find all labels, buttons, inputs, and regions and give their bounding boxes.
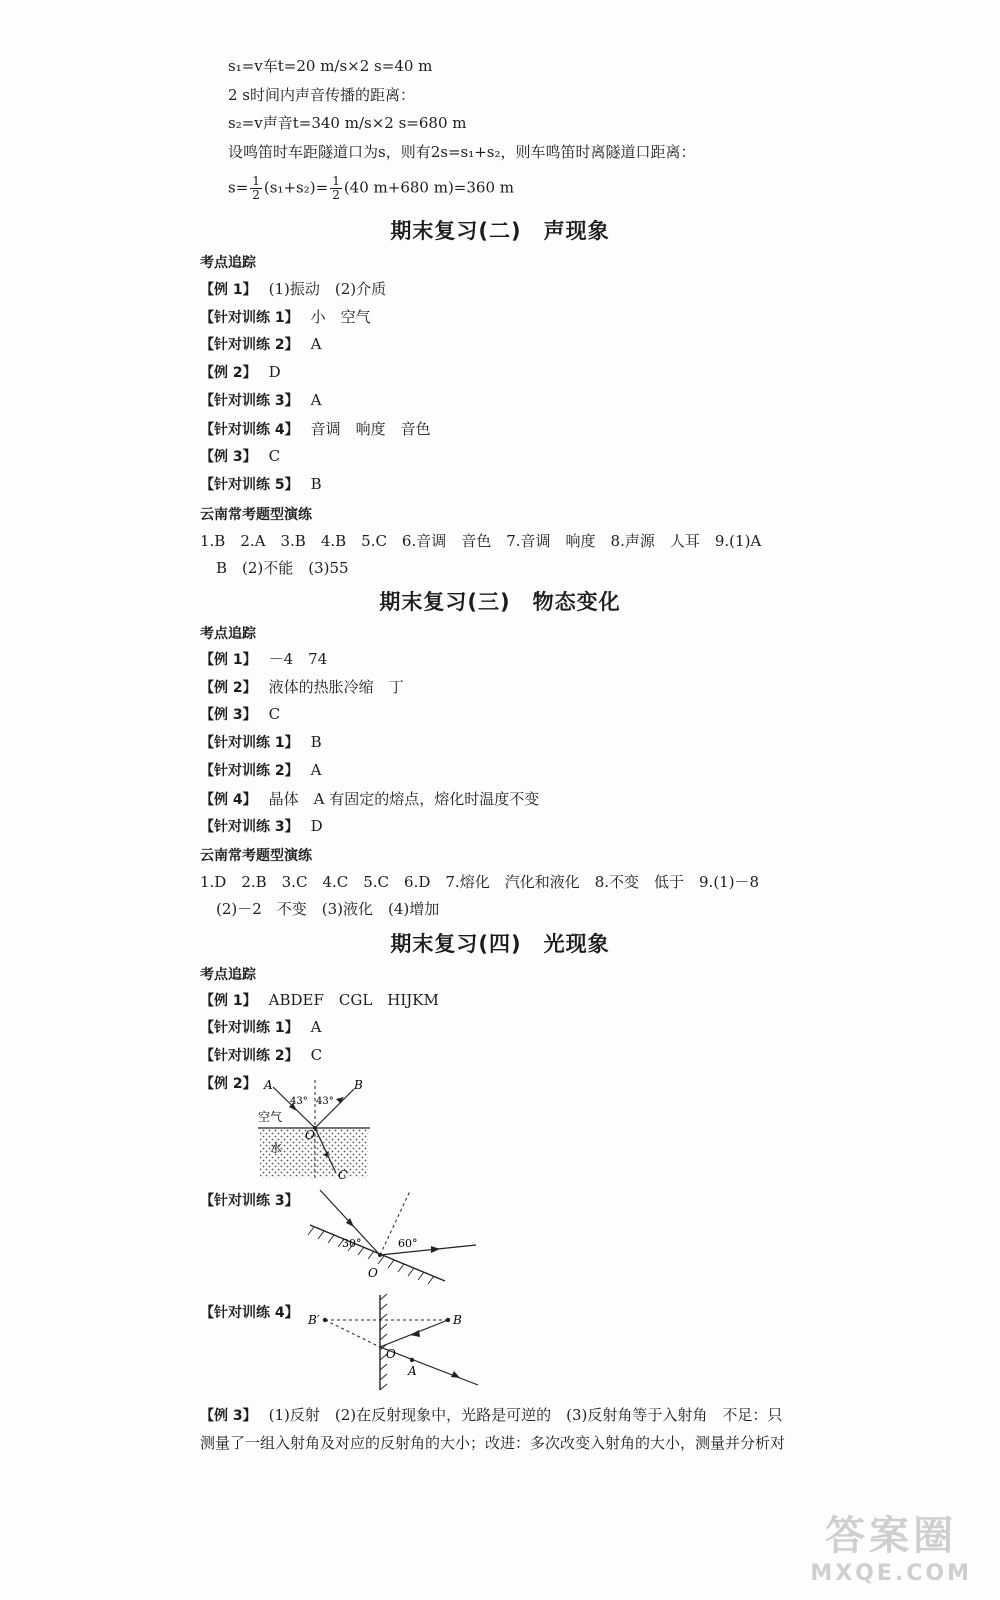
answer-row: 【针对训练 1】 B xyxy=(200,733,322,751)
label-air: 空气 xyxy=(258,1110,283,1124)
answer-row: 【例 2】 液体的热胀冷缩 丁 xyxy=(200,678,404,696)
label-b-prime: B′ xyxy=(308,1313,320,1327)
practice-answers-line-1: 1.D 2.B 3.C 4.C 5.C 6.D 7.熔化 汽化和液化 8.不变 低于 9.(1)－8 xyxy=(200,873,760,891)
answer-row: 【针对训练 5】 B xyxy=(200,475,322,493)
fraction-half: $\frac{1}{2}$ xyxy=(252,174,260,202)
point-o-dot xyxy=(378,1253,382,1257)
answer-row: 【针对训练 3】 D xyxy=(200,817,323,835)
solution-line-3: s₂=v声音t=340 m/s×2 s=680 m xyxy=(228,114,467,132)
answer-row: 【例 3】 (1)反射 (2)在反射现象中，光路是可逆的 (3)反射角等于入射角 不足：只 xyxy=(200,1406,783,1424)
section-title-3: 期末复习(三) 物态变化 xyxy=(379,590,621,614)
label-o: O xyxy=(386,1347,396,1361)
label-angle-1: 43° xyxy=(290,1096,308,1107)
refraction-diagram xyxy=(250,1075,380,1185)
reflected-ray xyxy=(315,1089,354,1128)
virtual-ray xyxy=(325,1320,380,1347)
practice-answers-line-1: 1.B 2.A 3.B 4.B 5.C 6.音调 音色 7.音调 响度 8.声源 人耳 9.(1)A xyxy=(200,532,762,550)
practice-answers-line-2: (2)－2 不变 (3)液化 (4)增加 xyxy=(216,900,440,918)
answer-row: 【针对训练 3】 A xyxy=(200,391,322,409)
arrowhead xyxy=(431,1246,440,1253)
answer-row: 【例 1】 ABDEF CGL HIJKM xyxy=(200,991,439,1009)
answer-row: 【例 4】 晶体 A 有固定的熔点，熔化时温度不变 xyxy=(200,790,540,808)
label-a: A xyxy=(264,1078,273,1092)
label-angle-30: 30° xyxy=(342,1237,362,1250)
label-angle-60: 60° xyxy=(398,1237,418,1250)
label-angle-2: 43° xyxy=(316,1096,334,1107)
kaodian-heading: 考点追踪 xyxy=(200,255,256,271)
section-title-2: 期末复习(二) 声现象 xyxy=(390,219,610,243)
arrowhead xyxy=(410,1330,420,1337)
formula-part: (40 m+680 m)=360 m xyxy=(343,178,514,197)
plane-mirror-image-diagram xyxy=(300,1290,490,1395)
answer-continuation: 测量了一组入射角及对应的反射角的大小；改进：多次改变入射角的大小，测量并分析对 xyxy=(200,1434,786,1452)
section-title-4: 期末复习(四) 光现象 xyxy=(390,932,610,956)
arrowhead xyxy=(451,1371,460,1378)
label-o: O xyxy=(368,1266,378,1280)
mirror-hatching xyxy=(380,1294,387,1390)
practice-heading: 云南常考题型演练 xyxy=(200,507,312,523)
label-o: O xyxy=(305,1128,315,1142)
reflected-ray xyxy=(380,1245,476,1255)
watermark-logo: 答案圈 MXQE.COM xyxy=(810,1513,972,1586)
answer-row: 【例 3】 C xyxy=(200,705,281,723)
solution-line-5 xyxy=(228,175,514,202)
answer-row: 【针对训练 2】 A xyxy=(200,335,322,353)
answer-row: 【针对训练 1】 A xyxy=(200,1018,322,1036)
answer-row: 【例 3】 C xyxy=(200,447,281,465)
answer-row: 【例 1】 －4 74 xyxy=(200,650,328,668)
answer-row: 【针对训练 3】 xyxy=(200,1193,299,1209)
solution-line-4: 设鸣笛时车距隧道口为s，则有2s=s₁+s₂，则车鸣笛时离隧道口距离： xyxy=(228,143,696,161)
practice-answers-line-2: B (2)不能 (3)55 xyxy=(216,559,349,577)
solution-line-2: 2 s时间内声音传播的距离： xyxy=(228,86,416,104)
practice-heading: 云南常考题型演练 xyxy=(200,848,312,864)
kaodian-heading: 考点追踪 xyxy=(200,967,256,983)
answer-row: 【针对训练 4】 音调 响度 音色 xyxy=(200,420,431,438)
label-water: 水 xyxy=(270,1141,283,1155)
kaodian-heading: 考点追踪 xyxy=(200,626,256,642)
label-b: B xyxy=(453,1313,462,1327)
answer-row: 【针对训练 2】 C xyxy=(200,1046,323,1064)
solution-line-1: s₁=v车t=20 m/s×2 s=40 m xyxy=(228,57,433,75)
label-b: B xyxy=(354,1078,363,1092)
label-a: A xyxy=(408,1364,417,1378)
fraction-half: $\frac{1}{2}$ xyxy=(332,174,340,202)
formula-part: s= xyxy=(228,178,249,197)
answer-row: 【针对训练 1】 小 空气 xyxy=(200,308,371,326)
mirror-reflection-diagram xyxy=(290,1185,490,1290)
formula-part: (s₁+s₂)= xyxy=(263,178,329,197)
answer-row: 【例 2】 xyxy=(200,1076,257,1092)
answer-row: 【针对训练 2】 A xyxy=(200,761,322,779)
answer-row: 【例 2】 D xyxy=(200,363,281,381)
label-c: C xyxy=(338,1168,348,1182)
answer-row: 【例 1】 (1)振动 (2)介质 xyxy=(200,280,387,298)
answer-row: 【针对训练 4】 xyxy=(200,1305,299,1321)
